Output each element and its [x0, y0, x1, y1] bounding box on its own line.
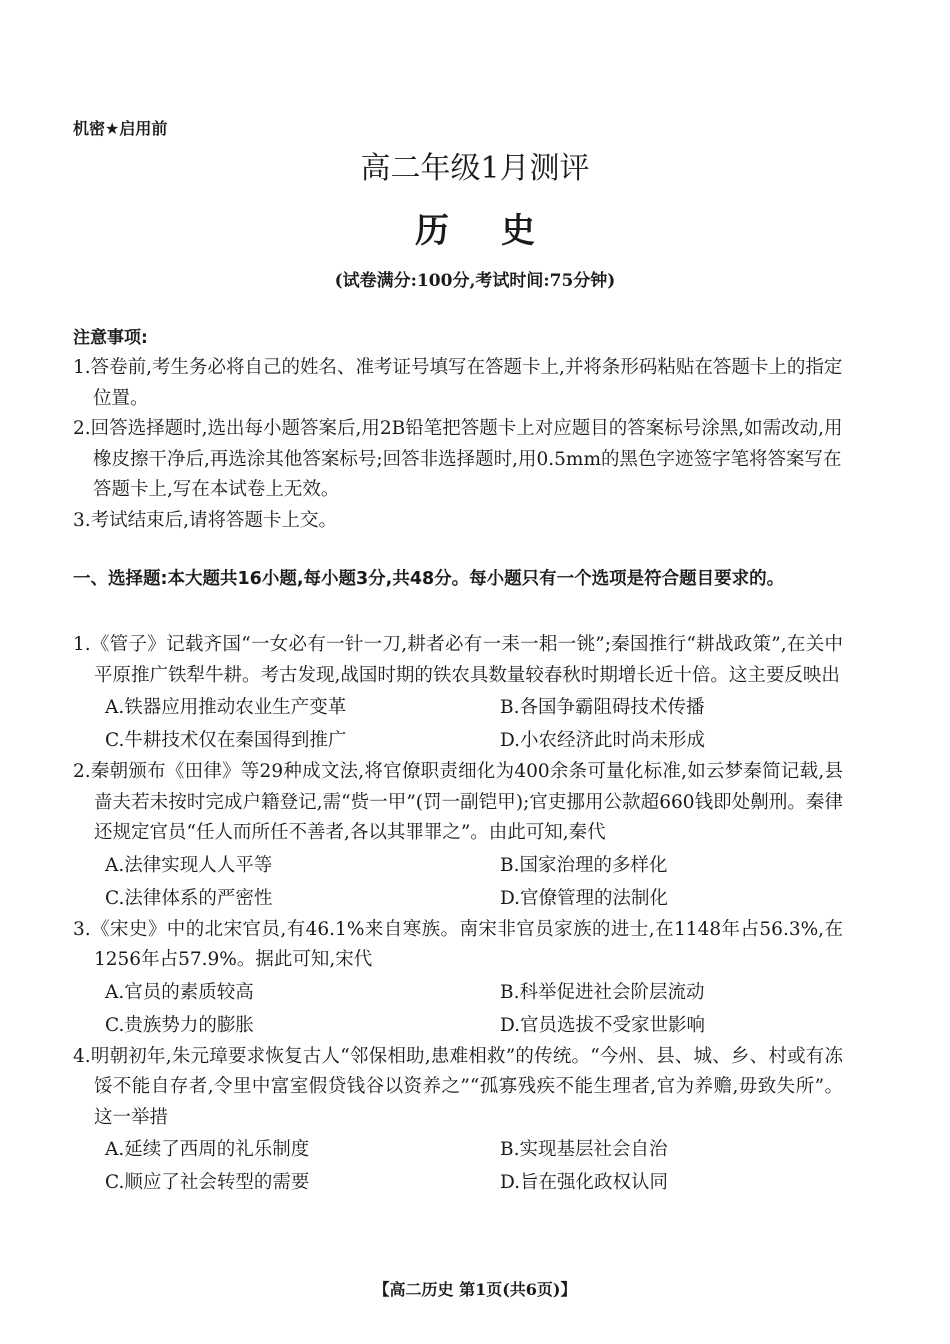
- page-footer: 【高二历史 第1页(共6页)】: [373, 1280, 577, 1299]
- option-b: B.实现基层社会自治: [500, 1139, 668, 1160]
- question-stem: 3.《宋史》中的北宋官员,有46.1%来自寒族。南宋非官员家族的进士,在1148年占56.3%,在1256年占57.9%。据此可知,宋代: [73, 918, 843, 970]
- question-list: [73, 630, 843, 1199]
- exam-title: 高二年级1月测评: [360, 151, 590, 186]
- question-stem: 4.明朝初年,朱元璋要求恢复古人“邻保相助,患难相救”的传统。“今州、县、城、乡、村或有冻馁不能自存者,令里中富室假贷钱谷以资养之”“孤寡残疾不能生理者,官为养赡,毋致失所”。这一举措: [73, 1045, 843, 1128]
- option-b: B.国家治理的多样化: [500, 854, 668, 876]
- option-a: A.延续了西周的礼乐制度: [105, 1139, 310, 1160]
- option-grid: [73, 691, 843, 757]
- note-item: 1.答卷前,考生务必将自己的姓名、准考证号填写在答题卡上,并将条形码粘贴在答题卡上的指定位置。: [73, 357, 843, 409]
- question-2: [73, 757, 843, 915]
- section-heading: 一、选择题:本大题共16小题,每小题3分,共48分。每小题只有一个选项是符合题目要求的。: [73, 569, 785, 589]
- option-c: C.牛耕技术仅在秦国得到推广: [105, 730, 347, 751]
- question-stem: 1.《管子》记载齐国“一女必有一针一刀,耕者必有一耒一耜一铫”;秦国推行“耕战政策”,在关中平原推广铁犁牛耕。考古发现,战国时期的铁农具数量较春秋时期增长近十倍。这主要反映出: [73, 634, 843, 686]
- question-stem: 2.秦朝颁布《田律》等29种成文法,将官僚职责细化为400余条可量化标准,如云梦秦简记载,县啬夫若未按时完成户籍登记,需“赀一甲”(罚一副铠甲);官吏挪用公款超660钱即处劓刑。秦律还规定官员“任人而所任不善者,各以其罪罪之”。由此可知,秦代: [73, 761, 843, 843]
- question-1: [73, 630, 843, 757]
- option-c: C.顺应了社会转型的需要: [105, 1172, 310, 1193]
- option-c: C.贵族势力的膨胀: [105, 1014, 254, 1036]
- option-d: D.官员选拔不受家世影响: [500, 1014, 706, 1036]
- confidential-label: 机密★启用前: [73, 119, 168, 138]
- note-item: 2.回答选择题时,选出每小题答案后,用2B铅笔把答题卡上对应题目的答案标号涂黑,如需改动,用橡皮擦干净后,再选涂其他答案标号;回答非选择题时,用0.5mm的黑色字迹签字笔将答案写在答题卡上,写在本试卷上无效。: [73, 418, 843, 500]
- question-3: [73, 915, 843, 1042]
- notes-heading: 注意事项:: [73, 328, 148, 348]
- notes-list: [73, 353, 843, 536]
- option-grid: [73, 1133, 843, 1199]
- option-a: A.官员的素质较高: [105, 981, 254, 1003]
- note-item: 3.考试结束后,请将答题卡上交。: [73, 509, 338, 531]
- option-a: A.铁器应用推动农业生产变革: [105, 697, 347, 718]
- exam-info: (试卷满分:100分,考试时间:75分钟): [334, 271, 616, 291]
- question-4: [73, 1042, 843, 1200]
- option-b: B.各国争霸阻碍技术传播: [500, 697, 705, 718]
- option-d: D.旨在强化政权认同: [500, 1172, 669, 1193]
- option-c: C.法律体系的严密性: [105, 887, 273, 909]
- option-d: D.官僚管理的法制化: [500, 887, 669, 909]
- subject-title: 历史: [415, 211, 587, 251]
- option-grid: [73, 849, 843, 915]
- option-a: A.法律实现人人平等: [105, 854, 273, 876]
- option-b: B.科举促进社会阶层流动: [500, 981, 705, 1003]
- option-d: D.小农经济此时尚未形成: [500, 730, 706, 751]
- option-grid: [73, 976, 843, 1042]
